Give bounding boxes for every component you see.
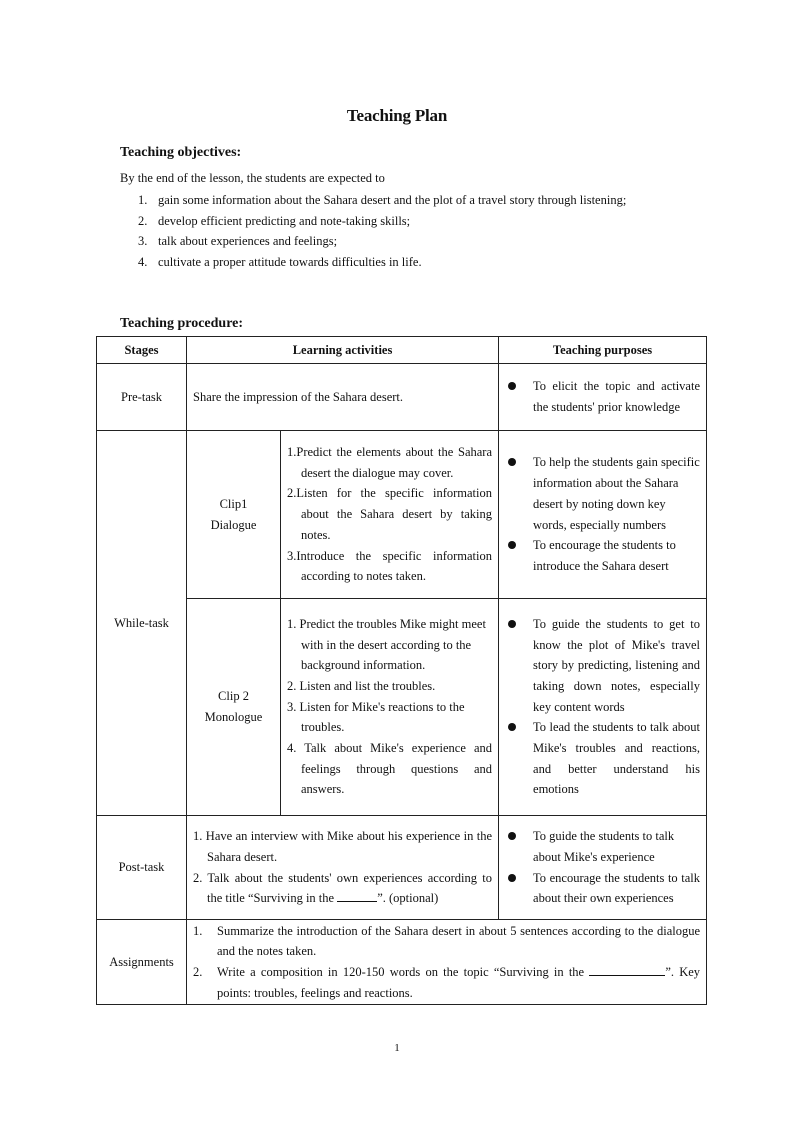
fill-blank <box>589 963 665 976</box>
objective-item <box>138 231 674 252</box>
purpose-item: To guide the students to get to know the plot of Mike's travel story by predicting, listening and taking down notes, especially key content words <box>505 614 700 718</box>
procedure-heading: Teaching procedure: <box>120 316 244 331</box>
bullet-icon <box>508 832 516 840</box>
purpose-item: To guide the students to talk about Mike's experience <box>505 826 700 867</box>
clip-label-cell <box>187 431 281 599</box>
header-purposes: Teaching purposes <box>499 337 707 364</box>
table-row-clip1 <box>97 431 707 599</box>
objective-number: 1. <box>138 193 148 207</box>
assignment-cell <box>187 920 707 1005</box>
objective-text: cultivate a proper attitude towards difficulties in life. <box>158 255 422 270</box>
activity-item: 3.Introduce the specific information according to notes taken. <box>287 548 493 584</box>
assignment-item: 1. Summarize the introduction of the Sahara desert in about 5 sentences according to the dialogue and the notes taken. <box>193 923 701 959</box>
table-row-pre-task <box>97 364 707 431</box>
purpose-item: To elicit the topic and activate the students' prior knowledge <box>505 376 700 417</box>
table-row-assignments <box>97 920 707 1005</box>
clip-label: Clip1 <box>219 496 248 511</box>
objectives-intro: By the end of the lesson, the students are expected to <box>120 171 385 185</box>
bullet-icon <box>508 458 516 466</box>
activity-item: 1.Predict the elements about the Sahara desert the dialogue may cover. <box>287 445 493 480</box>
objective-item <box>138 211 674 232</box>
stage-cell: While-task <box>97 431 187 816</box>
objective-number: 2. <box>138 213 148 228</box>
purpose-item: To encourage the students to talk about their own experiences <box>505 868 700 909</box>
procedure-table <box>96 336 707 1005</box>
fill-blank <box>337 889 377 902</box>
purpose-item: To lead the students to talk about Mike's troubles and reactions, and better understand his emotions <box>505 717 700 800</box>
activity-item: 1. Predict the troubles Mike might meet with in the desert according to the background information. <box>287 616 486 673</box>
stage-cell: Assignments <box>97 920 187 1005</box>
stage-cell: Pre-task <box>97 364 187 431</box>
objective-item <box>138 252 674 273</box>
objective-text: talk about experiences and feelings; <box>158 234 338 249</box>
activity-cell <box>281 599 499 816</box>
header-stages: Stages <box>97 337 187 364</box>
bullet-icon <box>508 874 516 882</box>
purpose-cell <box>499 364 707 431</box>
activity-cell <box>187 816 499 920</box>
header-activities: Learning activities <box>187 337 499 364</box>
page-title: Teaching Plan <box>346 106 448 125</box>
assignment-item: 2. Write a composition in 120-150 words on the topic “Surviving in the ”. Key points: troubles, feelings and reactions. <box>193 965 701 1000</box>
bullet-icon <box>508 382 516 390</box>
objective-text: develop efficient predicting and note-taking skills; <box>158 213 411 228</box>
purpose-cell <box>499 431 707 599</box>
objectives-heading: Teaching objectives: <box>120 145 242 160</box>
objective-text: gain some information about the Sahara desert and the plot of a travel story through listening; <box>158 193 627 207</box>
objectives-list <box>138 190 674 273</box>
bullet-icon <box>508 541 516 549</box>
purpose-cell <box>499 599 707 816</box>
activity-item: 2. Talk about the students' own experiences according to the title “Surviving in the ”. (optional) <box>193 870 493 906</box>
activity-cell <box>281 431 499 599</box>
purpose-item: To encourage the students to introduce the Sahara desert <box>505 535 700 576</box>
table-header-row <box>97 337 707 364</box>
activity-item: 2. Listen and list the troubles. <box>287 678 436 693</box>
clip-type: Monologue <box>204 710 263 724</box>
table-row-post-task <box>97 816 707 920</box>
activity-item: 3. Listen for Mike's reactions to the troubles. <box>287 699 465 735</box>
objective-number: 4. <box>138 255 148 270</box>
objective-number: 3. <box>138 234 148 249</box>
activity-item: 1. Have an interview with Mike about his experience in the Sahara desert. <box>193 829 493 864</box>
bullet-icon <box>508 620 516 628</box>
bullet-icon <box>508 723 516 731</box>
clip-type: Dialogue <box>210 517 257 532</box>
page-number: 1 <box>394 1042 400 1054</box>
activity-cell: Share the impression of the Sahara desert. <box>187 364 499 431</box>
clip-label: Clip 2 <box>218 689 249 704</box>
activity-item: 2.Listen for the specific information about the Sahara desert by taking notes. <box>287 486 493 542</box>
objective-item <box>138 190 674 211</box>
purpose-item: To help the students gain specific information about the Sahara desert by noting down key words, especially numbers <box>505 452 700 535</box>
table-row-clip2 <box>97 599 707 816</box>
clip-label-cell <box>187 599 281 816</box>
stage-cell: Post-task <box>97 816 187 920</box>
activity-item: 4. Talk about Mike's experience and feelings through questions and answers. <box>287 741 493 797</box>
purpose-cell <box>499 816 707 920</box>
